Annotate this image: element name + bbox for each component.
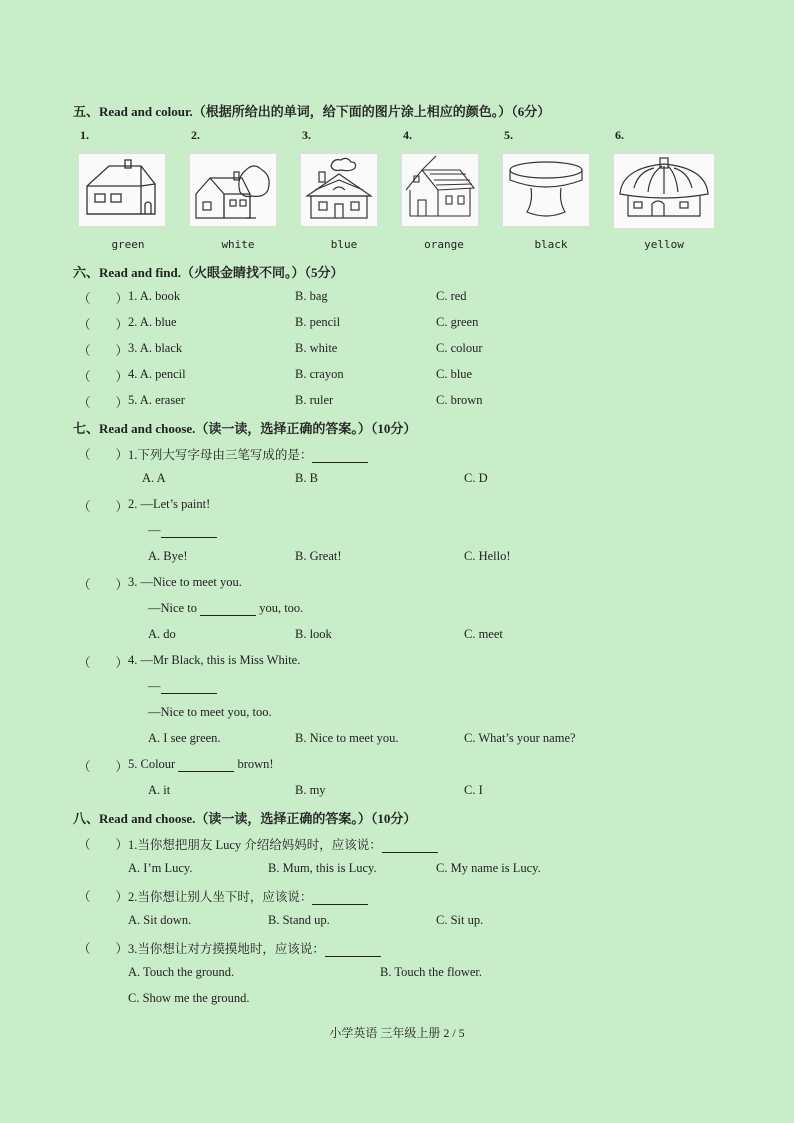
option-b: B. white [295,341,338,355]
option-b: B. Stand up. [268,913,330,927]
dialogue-line [148,601,303,616]
option-b: B. Great! [295,549,342,563]
picture-number-5: 5. [504,128,513,142]
answer-paren[interactable]: （ ） [78,500,129,514]
answer-paren[interactable]: （ ） [78,318,129,332]
picture-number-6: 6. [615,128,624,142]
option-b: B. Mum, this is Lucy. [268,861,377,875]
answer-blank[interactable] [178,758,234,772]
option-a: A. A [142,471,166,485]
option-a: 5. A. eraser [128,393,185,407]
question-text [128,835,438,853]
house-with-cloud-icon [300,153,378,227]
answer-paren[interactable]: （ ） [78,890,129,904]
question-2-text: 2. —Let’s paint! [128,497,211,511]
answer-paren[interactable]: （ ） [78,578,129,592]
option-a: A. it [148,783,171,797]
option-b: B. Nice to meet you. [295,731,399,745]
answer-blank[interactable] [325,943,381,957]
option-a: 2. A. blue [128,315,177,329]
question-part: 5. Colour [128,757,176,771]
option-b: B. bag [295,289,328,303]
section6-title: 六、Read and find.（火眼金睛找不同。）（5分） [73,265,344,280]
answer-paren[interactable]: （ ） [78,370,129,384]
dialogue-line: —Nice to meet you, too. [148,705,272,719]
option-b: B. Touch the flower. [380,965,483,979]
option-a: A. do [148,627,176,641]
option-b: B. ruler [295,393,334,407]
question-text [128,939,381,957]
dialogue-part: —Nice to [148,601,197,615]
option-c: C. I [464,783,483,797]
picture-number-2: 2. [191,128,200,142]
option-a: A. Sit down. [128,913,192,927]
color-word-4: orange [424,238,464,251]
question-text [128,445,368,463]
color-word-2: white [221,238,255,251]
answer-blank[interactable] [312,449,368,463]
dash: — [148,523,161,537]
answer-paren[interactable]: （ ） [78,448,129,462]
section5-title: 五、Read and colour.（根据所给出的单词，给下面的图片涂上相应的颜色。）（6分） [73,104,551,119]
option-b: B. crayon [295,367,344,381]
option-c: C. Sit up. [436,913,484,927]
round-table-icon [502,153,590,227]
section7-title: 七、Read and choose.（读一读，选择正确的答案。）（10分） [73,421,417,436]
option-c: C. green [436,315,479,329]
house-icon [78,153,166,227]
answer-blank[interactable] [382,839,438,853]
question-part: brown! [237,757,274,771]
color-word-6: yellow [644,238,684,251]
answer-paren[interactable]: （ ） [78,396,129,410]
color-word-1: green [111,238,145,251]
answer-paren[interactable]: （ ） [78,942,129,956]
option-a: A. Touch the ground. [128,965,235,979]
house-with-tiled-roof-icon [401,153,479,227]
mushroom-house-icon [613,153,715,229]
option-a: A. I see green. [148,731,221,745]
answer-blank[interactable] [161,680,217,694]
option-c: C. Hello! [464,549,511,563]
color-word-3: blue [330,238,358,251]
question-1-text: 1.当你想把朋友 Lucy 介绍给妈妈时，应该说： [128,838,382,852]
option-c: C. My name is Lucy. [436,861,541,875]
answer-blank[interactable] [200,602,256,616]
option-a: 1. A. book [128,289,181,303]
dialogue-line [148,679,217,694]
option-c: C. colour [436,341,483,355]
picture-number-1: 1. [80,128,89,142]
option-c: C. What’s your name? [464,731,576,745]
dialogue-part: you, too. [259,601,304,615]
option-c: C. red [436,289,467,303]
question-5-text [128,757,274,772]
dialogue-line [148,523,217,538]
option-a: A. I’m Lucy. [128,861,193,875]
option-c: C. meet [464,627,503,641]
option-a: 4. A. pencil [128,367,186,381]
question-3-text: 3.当你想让对方摸摸地时，应该说： [128,942,325,956]
picture-number-3: 3. [302,128,311,142]
answer-blank[interactable] [312,891,368,905]
answer-paren[interactable]: （ ） [78,838,129,852]
option-b: B. pencil [295,315,341,329]
option-c: C. Show me the ground. [128,991,250,1005]
question-4-text: 4. —Mr Black, this is Miss White. [128,653,301,667]
color-word-5: black [534,238,568,251]
house-with-tree-icon [189,153,277,227]
answer-paren[interactable]: （ ） [78,344,129,358]
answer-paren[interactable]: （ ） [78,292,129,306]
question-2-text: 2.当你想让别人坐下时，应该说： [128,890,313,904]
option-b: B. look [295,627,332,641]
option-b: B. my [295,783,326,797]
option-c: C. blue [436,367,473,381]
option-a: A. Bye! [148,549,188,563]
option-c: C. brown [436,393,483,407]
answer-paren[interactable]: （ ） [78,760,129,774]
picture-number-4: 4. [403,128,412,142]
answer-paren[interactable]: （ ） [78,656,129,670]
dash: — [148,679,161,693]
question-text [128,887,368,905]
question-3-text: 3. —Nice to meet you. [128,575,242,589]
page-footer: 小学英语 三年级上册 2 / 5 [329,1026,465,1040]
option-c: C. D [464,471,488,485]
option-a: 3. A. black [128,341,183,355]
section8-title: 八、Read and choose.（读一读，选择正确的答案。）（10分） [73,811,417,826]
answer-blank[interactable] [161,524,217,538]
question-1-text: 1.下列大写字母由三笔写成的是： [128,448,313,462]
option-b: B. B [295,471,318,485]
